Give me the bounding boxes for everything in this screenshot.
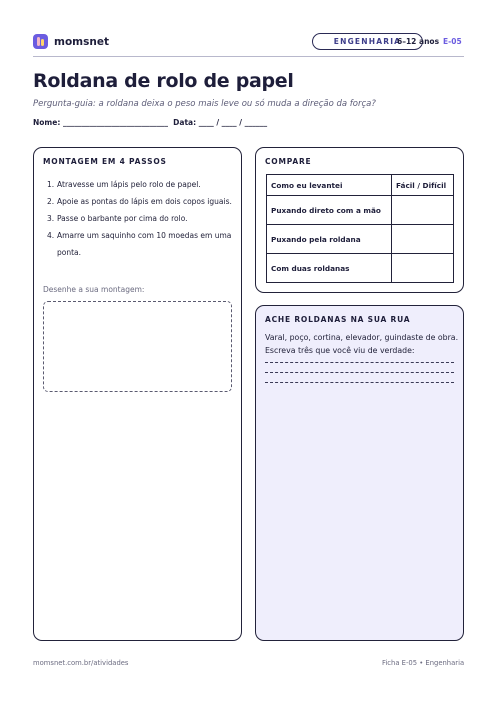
table-cell-method: Com duas roldanas	[267, 254, 392, 283]
steps-list	[47, 176, 237, 261]
table-cell-answer[interactable]	[392, 196, 454, 225]
answer-line[interactable]	[265, 372, 454, 373]
name-date-line[interactable]: Nome: ____________________________ Data: ____ / ____ / ______	[33, 118, 268, 127]
age-range: 6–12 anos	[397, 37, 440, 46]
table-row	[267, 254, 454, 283]
table-cell-method: Puxando direto com a mão	[267, 196, 392, 225]
step-item: 4. Amarre um saquinho com 10 moedas em uma ponta.	[47, 231, 232, 257]
category-badge: ENGENHARIA	[312, 33, 423, 50]
step-item: 2. Apoie as pontas do lápis em dois copos iguais.	[47, 197, 232, 206]
brand-name: momsnet	[54, 35, 109, 48]
table-header-cell: Como eu levantei	[267, 175, 392, 196]
compare-table	[266, 174, 454, 283]
street-pulleys-title: ACHE ROLDANAS NA SUA RUA	[265, 315, 411, 324]
step-item: 1. Atravesse um lápis pelo rolo de papel.	[47, 180, 201, 189]
steps-panel	[33, 147, 242, 641]
step-item: 3. Passe o barbante por cima do rolo.	[47, 214, 188, 223]
footer-url[interactable]: momsnet.com.br/atividades	[33, 659, 129, 667]
table-cell-answer[interactable]	[392, 254, 454, 283]
brand-logo[interactable]	[33, 34, 109, 49]
answer-line[interactable]	[265, 382, 454, 383]
steps-panel-title: MONTAGEM EM 4 PASSOS	[43, 157, 167, 166]
worksheet-code: E-05	[443, 37, 462, 46]
header-divider	[33, 56, 464, 57]
momsnet-logo-icon	[33, 34, 48, 49]
table-header-cell: Fácil / Difícil	[392, 175, 454, 196]
answer-line[interactable]	[265, 362, 454, 363]
compare-panel	[255, 147, 464, 293]
footer-sheet-id: Ficha E-05 • Engenharia	[382, 659, 465, 667]
guide-question: Pergunta-guia: a roldana deixa o peso mais leve ou só muda a direção da força?	[33, 99, 376, 109]
table-row	[267, 196, 454, 225]
compare-panel-title: COMPARE	[265, 157, 312, 166]
table-header-row	[267, 175, 454, 196]
table-cell-answer[interactable]	[392, 225, 454, 254]
street-pulleys-text: Varal, poço, cortina, elevador, guindaste de obra. Escreva três que você viu de verdade:	[265, 333, 459, 355]
street-pulleys-panel	[255, 305, 464, 641]
drawing-label: Desenhe a sua montagem:	[43, 285, 145, 294]
table-row	[267, 225, 454, 254]
page-header	[33, 33, 464, 57]
table-cell-method: Puxando pela roldana	[267, 225, 392, 254]
page-title: Roldana de rolo de papel	[33, 70, 294, 92]
drawing-area[interactable]	[43, 301, 232, 392]
